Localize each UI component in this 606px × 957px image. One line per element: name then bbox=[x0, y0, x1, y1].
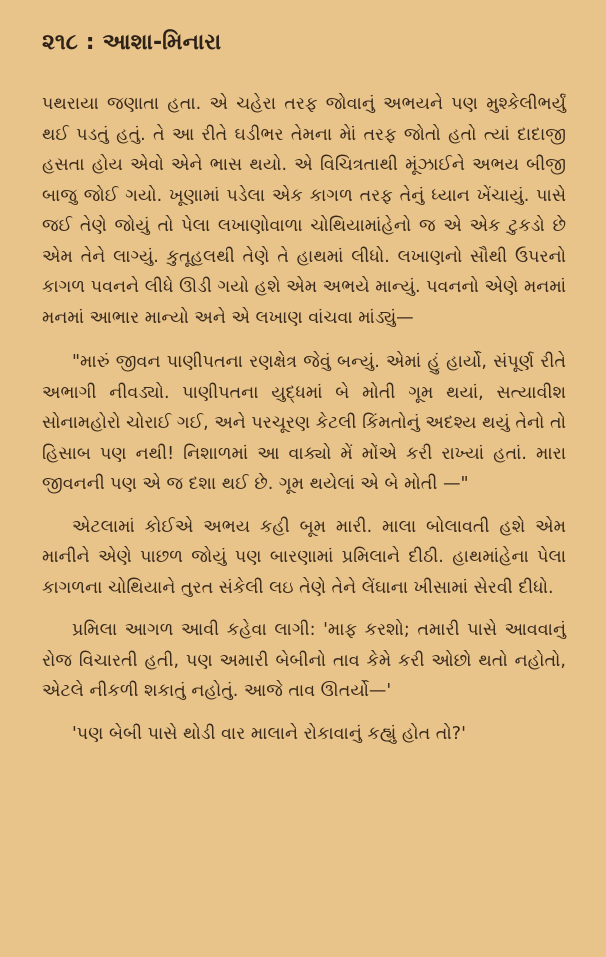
paragraph-quoted-writing: "મારું જીવન પાણીપતના રણક્ષેત્ર જેવું બન્યું. એમાં હું હાર્યો, સંપૂર્ણ રીતે અભાગી નીવડ્યો. પાણીપતના યુદ્ધમાં બે મોતી ગૂમ થયાં, સત્યાવીશ સોનામહોરો ચોરાઈ ગઈ, અને પરચૂરણ કેટલી કિંમતોનું અદશ્ય થયું તેનો તો હિસાબ પણ નથી! નિશાળમાં આ વાક્યો મેં મોંએ કરી રાખ્યાં હતાં. મારા જીવનની પણ એ જ દશા થઈ છે. ગૂમ થયેલાં એ બે મોતી —" bbox=[42, 352, 566, 494]
paragraph-narration: પથરાયા જણાતા હતા. એ ચહેરા તરફ જોવાનું અભયને પણ મુશ્કેલીભર્યું થઈ પડતું હતું. તે આ રીતે ઘડીભર તેમના મેાં તરફ જોતો હતો ત્યાં દાદાજી હસતા હોય એવો એને ભાસ થયો. એ વિચિત્રતાથી મૂંઝાઈને અભય બીજી બાજુ જોઈ ગયો. ખૂણામાં પડેલા એક કાગળ તરફ તેનું ધ્યાન ખેંચાયું. પાસે જઈ તેણે જોયું તો પેલા લખાણોવાળા ચોથિયામાંહેનો જ એ એક ટુકડો છે એમ તેને લાગ્યું. કુતૂહલથી તેણે તે હાથમાં લીધો. લખાણનો સૌથી ઉપરનો કાગળ પવનને લીધે ઊડી ગયો હશે એમ અભયે માન્યું. પવનનો એણે મનમાં મનમાં આભાર માન્યો અને એ લખાણ વાંચવા માંડ્યું— bbox=[42, 94, 566, 328]
paragraph-narration: એટલામાં કોઈએ અભય કહી બૂમ મારી. માલા બોલાવતી હશે એમ માનીને એણે પાછળ જોયું પણ બારણામાં પ્રમિલાને દીઠી. હાથમાંહેના પેલા કાગળના ચોથિયાને તુરત સંકેલી લઇ તેણે તેને લેંઘાના ખીસામાં સેરવી દીધો. bbox=[42, 516, 566, 598]
paragraph-dialogue: 'પણ બેબી પાસે થોડી વાર માલાને રોકાવાનું કહ્યું હોત તો?' bbox=[72, 723, 466, 744]
page-number: ૨૧૮ bbox=[42, 30, 78, 55]
paragraph-dialogue: પ્રમિલા આગળ આવી કહેવા લાગી: 'માફ કરશો; તમારી પાસે આવવાનું રોજ વિચારતી હતી, પણ અમારી બેબીનો તાવ કેમે કરી ઓછો થતો નહોતો, એટલે નીકળી શકાતું નહોતું. આજે તાવ ઊતર્યો—' bbox=[42, 620, 566, 701]
header-separator: : bbox=[85, 30, 95, 55]
book-title: આશા-મિનારા bbox=[102, 30, 222, 55]
running-header bbox=[42, 30, 566, 55]
